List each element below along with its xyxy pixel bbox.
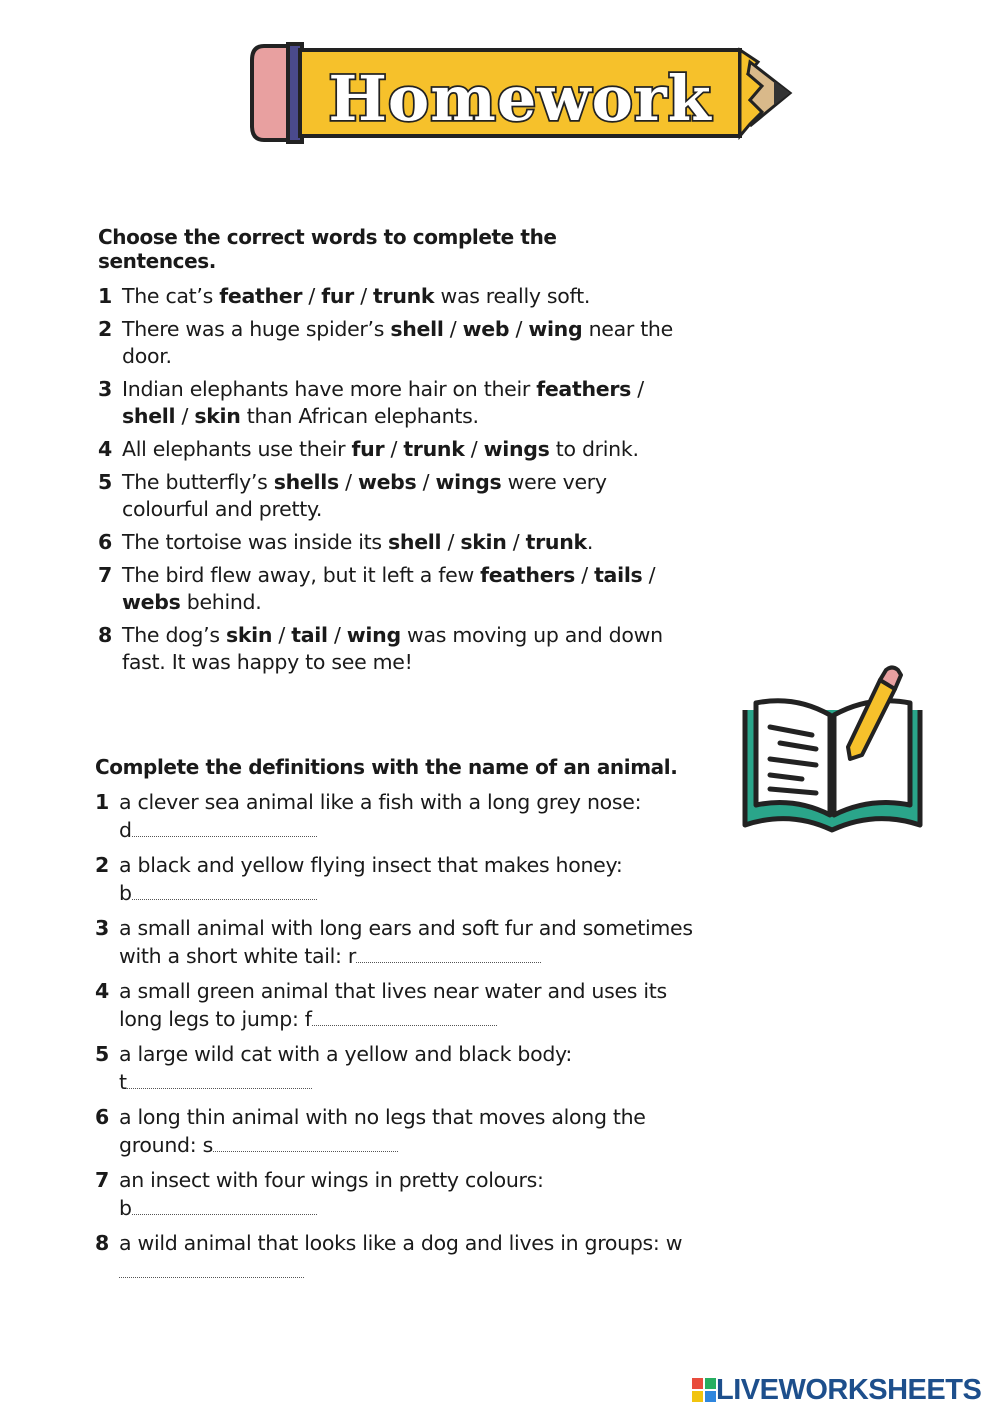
item-text	[122, 376, 678, 430]
option-separator: /	[338, 470, 358, 494]
answer-first-letter: b	[119, 881, 132, 905]
word-option[interactable]: skin	[194, 404, 241, 428]
item-text-after: were very colourful and pretty.	[122, 470, 607, 521]
option-separator: /	[443, 317, 463, 341]
item-text	[122, 529, 678, 556]
item-text-before: The cat’s	[122, 284, 220, 308]
answer-first-letter: t	[119, 1070, 127, 1094]
word-option[interactable]: tails	[594, 563, 643, 587]
page-title: Homework	[328, 62, 712, 135]
item-text-before: The dog’s	[122, 623, 226, 647]
option-separator: /	[353, 284, 374, 308]
item-number: 5	[98, 470, 112, 494]
definition-text: a wild animal that looks like a dog and lives in groups:	[119, 1231, 660, 1255]
item-text	[119, 789, 695, 844]
list-item	[98, 316, 678, 370]
option-separator: /	[441, 530, 461, 554]
item-number: 3	[98, 377, 112, 401]
item-text-after: was moving up and down fast. It was happy to see me!	[122, 623, 663, 674]
list-item	[95, 1104, 695, 1159]
definition-text: a clever sea animal like a fish with a long grey nose:	[119, 790, 642, 814]
item-number: 6	[95, 1105, 109, 1129]
list-item	[98, 622, 678, 676]
item-number: 8	[98, 623, 112, 647]
list-item	[98, 529, 678, 556]
item-number: 3	[95, 916, 109, 940]
answer-first-letter: d	[119, 818, 132, 842]
definition-text: a black and yellow flying insect that makes honey:	[119, 853, 623, 877]
definition-text: an insect with four wings in pretty colours:	[119, 1168, 544, 1192]
word-option[interactable]: skin	[225, 623, 273, 647]
word-option[interactable]: tail	[291, 623, 328, 647]
word-option[interactable]: fur	[351, 437, 385, 461]
answer-blank[interactable]	[119, 1257, 304, 1278]
item-number: 4	[95, 979, 109, 1003]
definition-text: a large wild cat with a yellow and black body:	[119, 1042, 572, 1066]
item-number: 2	[98, 317, 112, 341]
item-text-before: Indian elephants have more hair on their	[122, 377, 537, 401]
item-text-after: to drink.	[549, 437, 639, 461]
option-separator: /	[327, 623, 347, 647]
answer-first-letter: w	[665, 1231, 683, 1255]
item-text	[119, 852, 695, 907]
option-separator: /	[575, 563, 595, 587]
answer-blank[interactable]	[132, 816, 317, 837]
word-option[interactable]: wings	[483, 437, 550, 461]
word-option[interactable]: shell	[390, 317, 444, 341]
list-item	[95, 1230, 695, 1285]
pencil-banner-icon	[250, 40, 795, 145]
answer-blank[interactable]	[132, 879, 317, 900]
list-item	[98, 436, 678, 463]
exercise-2-list	[95, 789, 695, 1285]
liveworksheets-logo-icon	[692, 1378, 716, 1402]
item-number: 7	[98, 563, 112, 587]
word-option[interactable]: trunk	[525, 530, 587, 554]
item-text	[119, 1041, 695, 1096]
answer-blank[interactable]	[127, 1068, 312, 1089]
option-separator: /	[642, 563, 656, 587]
word-option[interactable]: trunk	[403, 437, 465, 461]
option-separator: /	[631, 377, 644, 401]
word-option[interactable]: webs	[357, 470, 417, 494]
liveworksheets-logo	[692, 1374, 981, 1406]
item-number: 5	[95, 1042, 109, 1066]
list-item	[95, 852, 695, 907]
list-item	[98, 376, 678, 430]
answer-blank[interactable]	[132, 1194, 317, 1215]
list-item	[98, 562, 678, 616]
item-text-before: The bird flew away, but it left a few	[122, 563, 481, 587]
word-option[interactable]: shell	[388, 530, 442, 554]
list-item	[98, 469, 678, 523]
word-option[interactable]: trunk	[373, 284, 435, 308]
item-number: 6	[98, 530, 112, 554]
list-item	[98, 283, 678, 310]
list-item	[95, 1167, 695, 1222]
answer-blank[interactable]	[356, 942, 541, 963]
word-option[interactable]: feather	[219, 284, 303, 308]
word-option[interactable]: feathers	[480, 563, 576, 587]
item-text-after: than African elephants.	[240, 404, 479, 428]
exercise-1-list	[98, 283, 678, 676]
option-separator: /	[175, 404, 195, 428]
list-item	[95, 915, 695, 970]
word-option[interactable]: wing	[346, 623, 401, 647]
definition-text: a long thin animal with no legs that moves along the ground:	[119, 1105, 646, 1157]
item-text	[122, 316, 678, 370]
item-text-after: behind.	[180, 590, 262, 614]
item-text-before: The tortoise was inside its	[122, 530, 388, 554]
item-number: 4	[98, 437, 112, 461]
word-option[interactable]: shells	[273, 470, 339, 494]
item-text	[119, 1230, 695, 1285]
definition-text: a small animal with long ears and soft fur and sometimes with a short white tail:	[119, 916, 693, 968]
item-text	[119, 1167, 695, 1222]
option-separator: /	[272, 623, 292, 647]
word-option[interactable]: wings	[435, 470, 502, 494]
item-text-after: near the door.	[122, 317, 673, 368]
item-number: 1	[95, 790, 109, 814]
item-text	[122, 469, 678, 523]
word-option[interactable]: wing	[528, 317, 583, 341]
item-text	[122, 622, 678, 676]
item-text-after: .	[586, 530, 594, 554]
option-separator: /	[464, 437, 484, 461]
word-option[interactable]: skin	[460, 530, 507, 554]
word-option[interactable]: feathers	[536, 377, 632, 401]
list-item	[95, 789, 695, 844]
option-separator: /	[506, 530, 526, 554]
word-option[interactable]: webs	[122, 590, 181, 614]
item-text	[119, 1104, 695, 1159]
option-separator: /	[416, 470, 436, 494]
item-number: 7	[95, 1168, 109, 1192]
answer-first-letter: f	[304, 1007, 312, 1031]
word-option[interactable]: shell	[122, 404, 176, 428]
item-text	[119, 978, 695, 1033]
item-number: 2	[95, 853, 109, 877]
answer-first-letter: r	[347, 944, 356, 968]
option-separator: /	[509, 317, 529, 341]
list-item	[95, 978, 695, 1033]
option-separator: /	[302, 284, 322, 308]
item-text	[122, 283, 678, 310]
item-text-before: There was a huge spider’s	[122, 317, 391, 341]
definition-text: a small green animal that lives near water and uses its long legs to jump:	[119, 979, 667, 1031]
brand-name: LIVEWORKSHEETS	[716, 1373, 982, 1406]
option-separator: /	[384, 437, 404, 461]
answer-first-letter: b	[119, 1196, 132, 1220]
open-book-icon	[740, 665, 925, 835]
item-text	[122, 436, 678, 463]
item-text-after: was really soft.	[434, 284, 591, 308]
word-option[interactable]: fur	[321, 284, 354, 308]
exercise-1	[98, 225, 678, 682]
word-option[interactable]: web	[462, 317, 510, 341]
exercise-2-instruction: Complete the definitions with the name of an animal.	[95, 755, 678, 779]
item-text-before: All elephants use their	[122, 437, 352, 461]
list-item	[95, 1041, 695, 1096]
answer-first-letter: s	[202, 1133, 213, 1157]
item-number: 1	[98, 284, 112, 308]
exercise-2	[95, 755, 695, 1293]
item-text	[119, 915, 695, 970]
item-text	[122, 562, 678, 616]
answer-blank[interactable]	[312, 1005, 497, 1026]
item-text-before: The butterfly’s	[122, 470, 274, 494]
answer-blank[interactable]	[213, 1131, 398, 1152]
item-number: 8	[95, 1231, 109, 1255]
exercise-1-instruction: Choose the correct words to complete the sentences.	[98, 225, 557, 273]
